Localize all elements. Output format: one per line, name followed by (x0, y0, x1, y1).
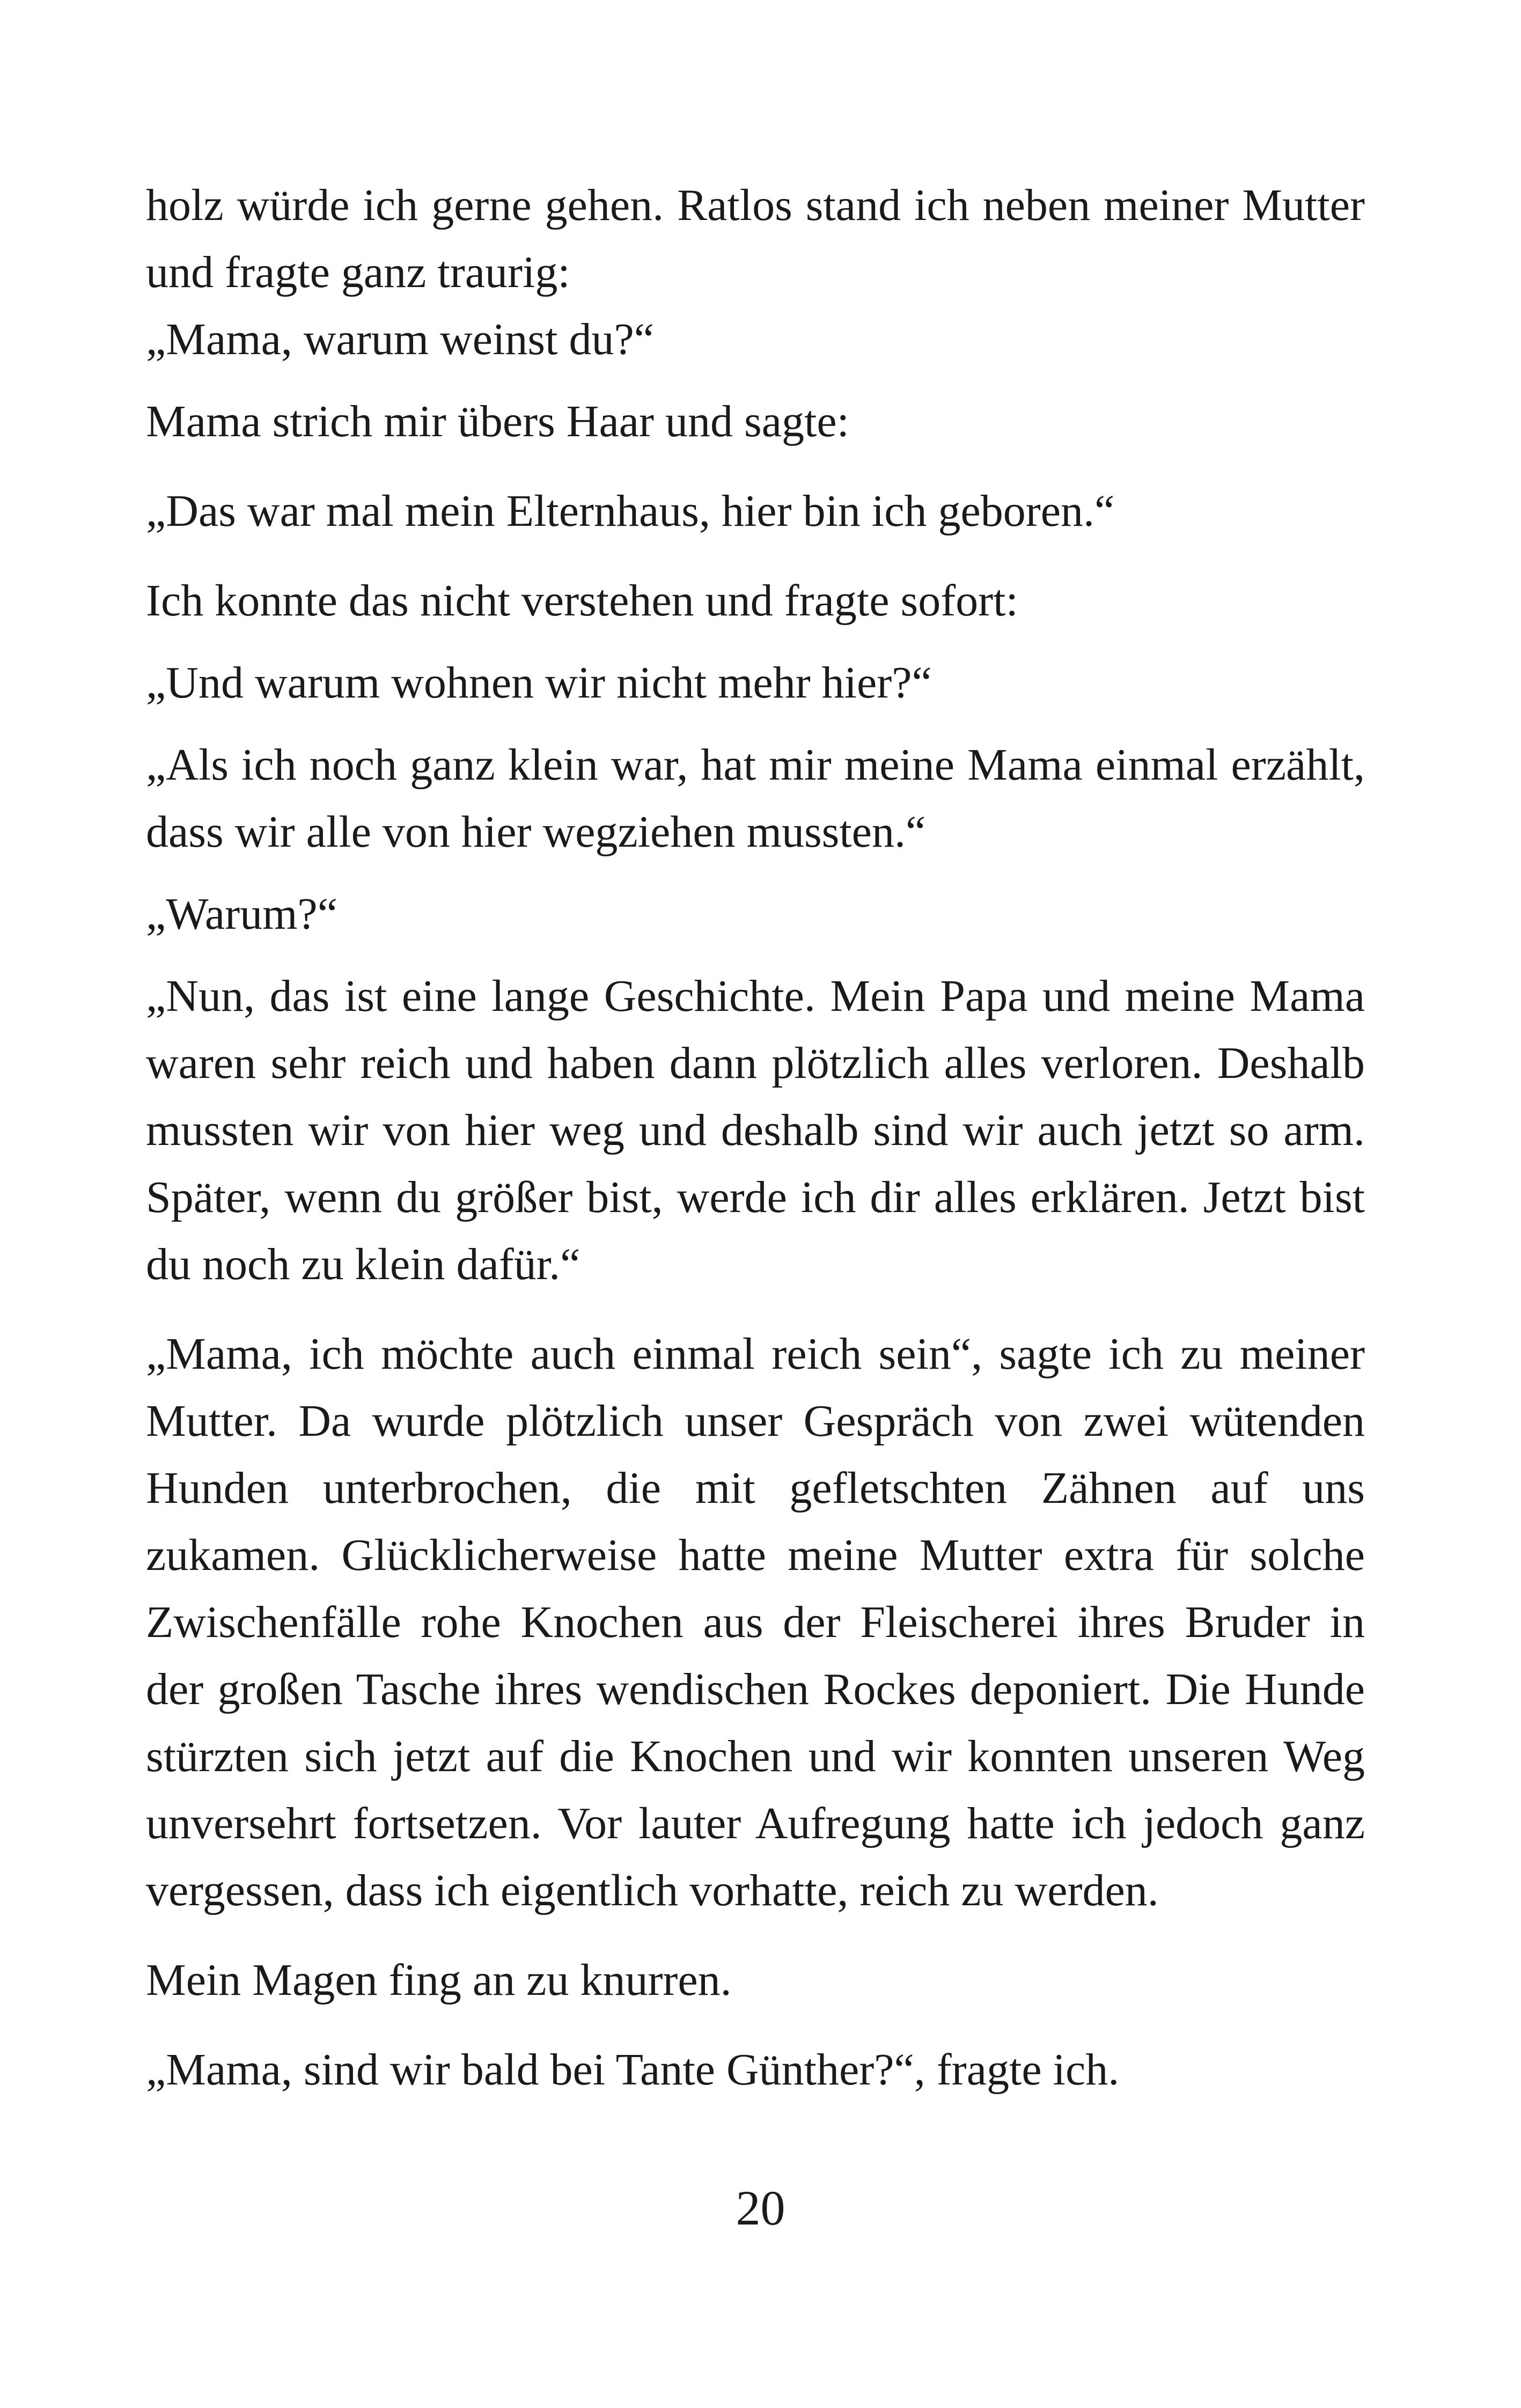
paragraph-9: „Nun, das ist eine lange Geschichte. Mein Papa und meine Mama waren sehr reich und haben dann plötzlich alles verloren. Deshalb mussten wir von hier weg und deshalb sind wir auch jetzt so arm. Später, wenn du größer bist, werde ich dir alles erklären. Jetzt bist du noch zu klein dafür.“ (146, 971, 1365, 1289)
paragraph-11: Mein Magen fing an zu knurren. (146, 1955, 732, 2005)
paragraph-2: „Mama, warum weinst du?“ (146, 314, 655, 364)
page-number: 20 (736, 2181, 785, 2235)
body-text (146, 172, 1365, 2103)
paragraph-7: „Als ich noch ganz klein war, hat mir meine Mama einmal erzählt, dass wir alle von hier wegziehen mussten.“ (146, 740, 1365, 857)
paragraph-3: Mama strich mir übers Haar und sagte: (146, 397, 849, 446)
paragraph-4: „Das war mal mein Elternhaus, hier bin ich geboren.“ (146, 486, 1115, 536)
paragraph-12: „Mama, sind wir bald bei Tante Günther?“, fragte ich. (146, 2045, 1120, 2095)
paragraph-8: „Warum?“ (146, 889, 337, 939)
paragraph-5: Ich konnte das nicht verstehen und fragte sofort: (146, 576, 1018, 626)
paragraph-1: holz würde ich gerne gehen. Ratlos stand ich neben meiner Mutter und fragte ganz traurig: (146, 180, 1365, 297)
paragraph-6: „Und warum wohnen wir nicht mehr hier?“ (146, 658, 932, 708)
paragraph-10: „Mama, ich möchte auch einmal reich sein“, sagte ich zu meiner Mutter. Da wurde plötzlich unser Gespräch von zwei wütenden Hunden unterbrochen, die mit gefletschten Zähnen auf uns zukamen. Glücklicherweise hatte meine Mutter extra für solche Zwischenfälle rohe Knochen aus der Fleischerei ihres Bruder in der großen Tasche ihres wendischen Rockes deponiert. Die Hunde stürzten sich jetzt auf die Knochen und wir konnten unseren Weg unversehrt fortsetzen. Vor lauter Aufregung hatte ich jedoch ganz vergessen, dass ich eigentlich vorhatte, reich zu werden. (146, 1329, 1365, 1915)
